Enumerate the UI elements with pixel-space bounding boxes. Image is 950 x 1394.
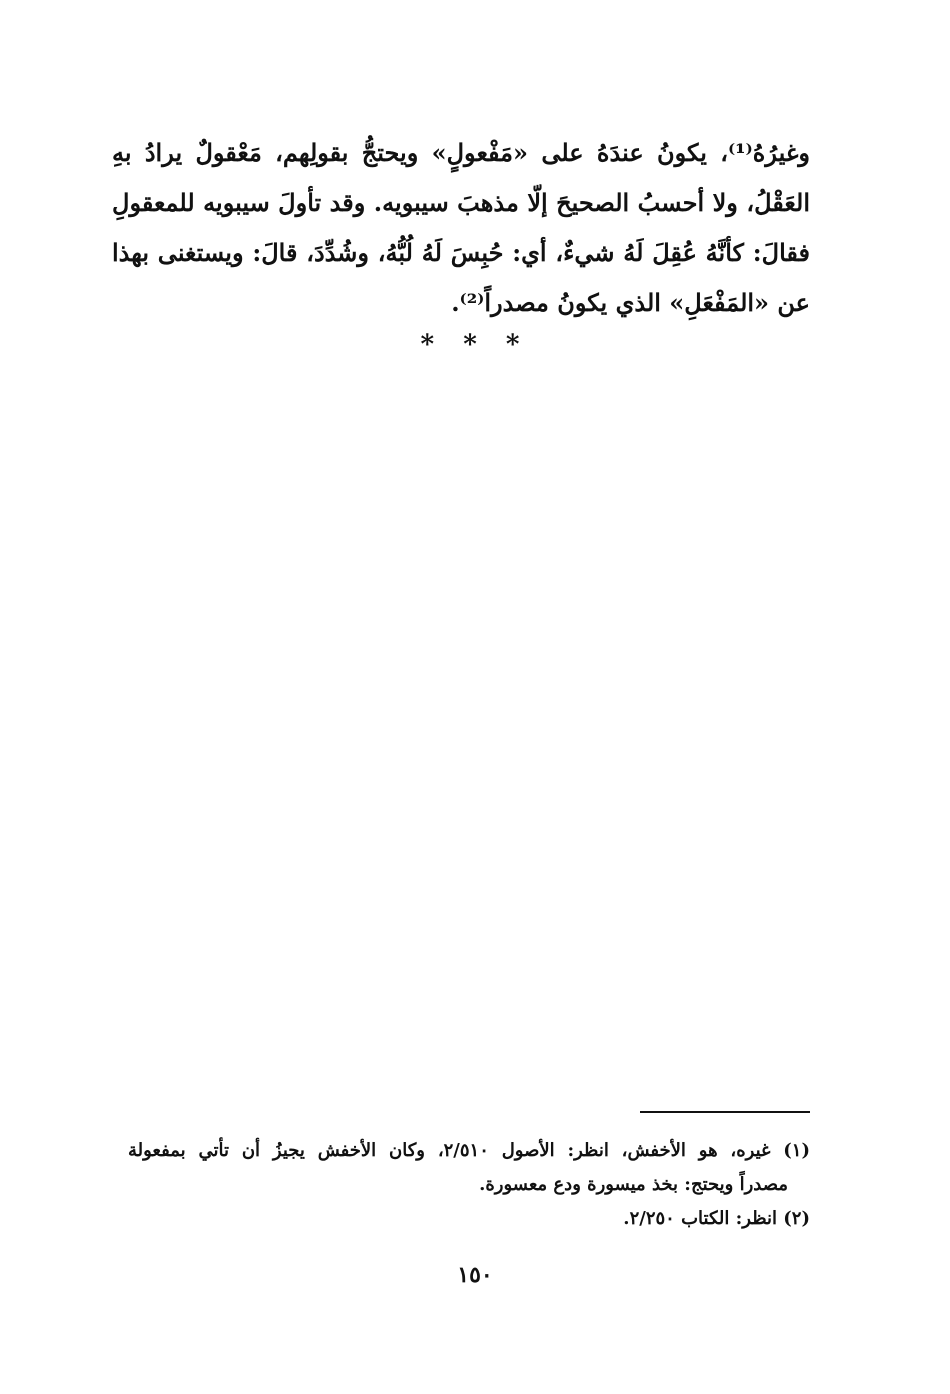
footnote-divider — [640, 1111, 810, 1113]
main-paragraph — [112, 128, 810, 328]
paragraph-line-3: فقالَ: كأنَّهُ عُقِلَ لَهُ شيءٌ، أي: حُبِسَ لَهُ لُبُّهُ، وشُدِّدَ، قالَ: ويستغنى بهذا — [112, 238, 810, 267]
footnote-1-line-2: مصدراً ويحتج: بخذ ميسورة ودع معسورة. — [479, 1174, 788, 1195]
footnote-1-line-1: (١) غيره، هو الأخفش، انظر: الأصول ٢/٥١٠، وكان الأخفش يجيزُ أن تأتي بمفعولة — [128, 1140, 810, 1161]
footnote-2: (٢) انظر: الكتاب ٢/٢٥٠. — [623, 1208, 810, 1229]
paragraph-line-2: العَقْلُ، ولا أحسبُ الصحيحَ إلّا مذهبَ سيبويه. وقد تأولَ سيبويه للمعقولِ — [112, 188, 810, 217]
paragraph-line-4: عن «المَفْعَلِ» الذي يكونُ مصدراً⁽²⁾. — [451, 288, 810, 317]
paragraph-line-1: وغيرُهُ⁽¹⁾، يكونُ عندَهُ على «مَفْعولٍ» ويحتجُّ بقولِهم، مَعْقولٌ يرادُ بهِ — [112, 138, 810, 167]
footnotes — [128, 1134, 810, 1236]
page-number: ١٥٠ — [457, 1262, 493, 1288]
section-separator: * * * — [420, 330, 530, 360]
